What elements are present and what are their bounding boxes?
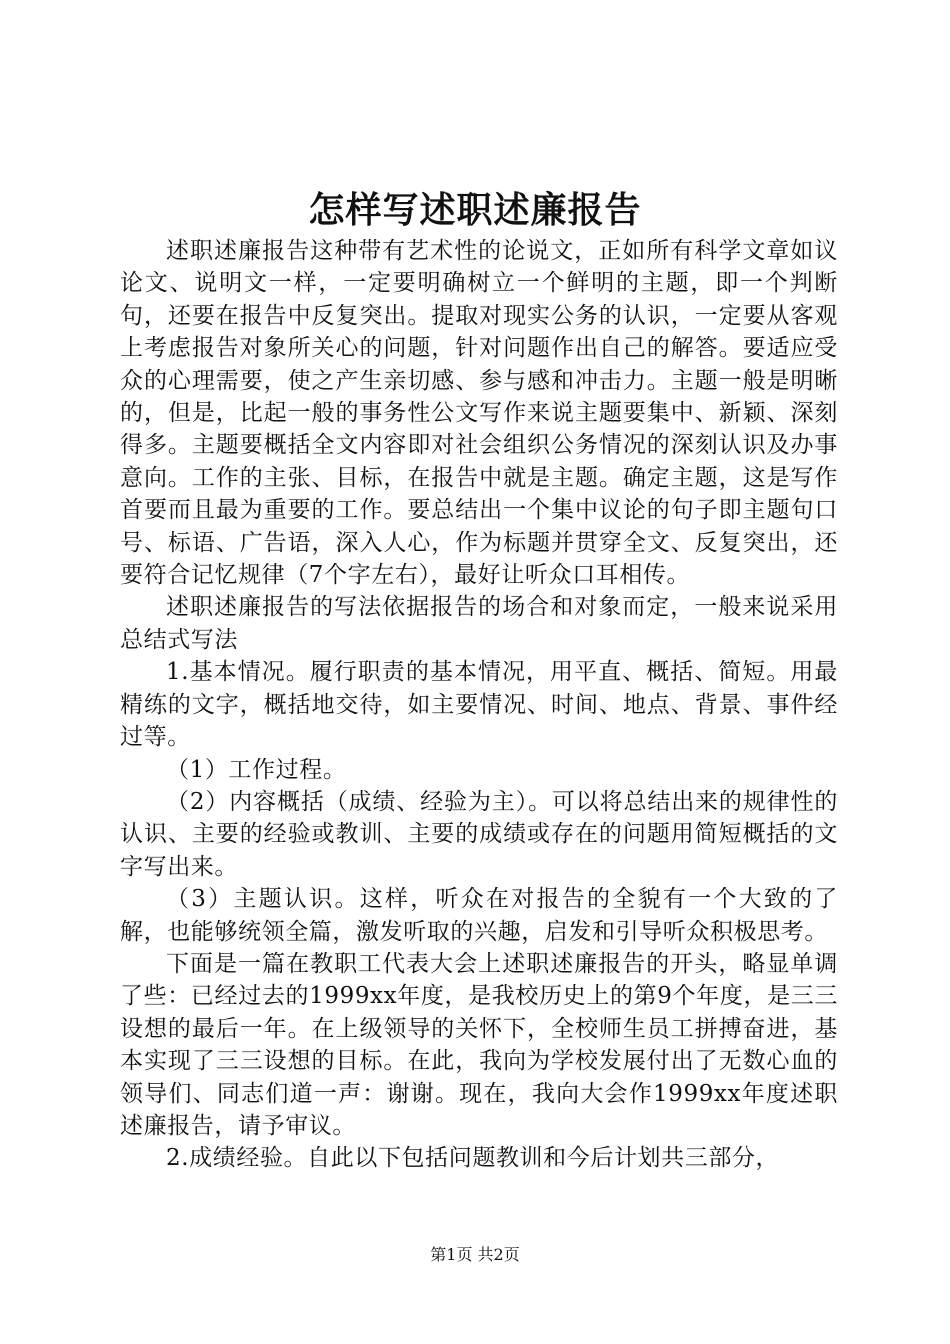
- paragraph: 述职述廉报告这种带有艺术性的论说文，正如所有科学文章如议论文、说明文一样，一定要明确树立一个鲜明的主题，即一个判断句，还要在报告中反复突出。提取对现实公务的认识，一定要从客观上考虑报告对象所关心的问题，针对问题作出自己的解答。要适应受众的心理需要，使之产生亲切感、参与感和冲击力。主题一般是明晰的，但是，比起一般的事务性公文写作来说主题要集中、新颖、深刻得多。主题要概括全文内容即对社会组织公务情况的深刻认识及办事意向。工作的主张、目标，在报告中就是主题。确定主题，这是写作首要而且最为重要的工作。要总结出一个集中议论的句子即主题句口号、标语、广告语，深入人心，作为标题并贯穿全文、反复突出，还要符合记忆规律（7个字左右），最好让听众口耳相传。: [120, 238, 838, 589]
- paragraph: 述职述廉报告的写法依据报告的场合和对象而定，一般来说采用总结式写法: [120, 594, 838, 653]
- paragraph: （1）工作过程。: [166, 756, 347, 783]
- page-footer: 第1页 共2页: [430, 1245, 520, 1264]
- document-body: [120, 235, 838, 1175]
- document-title: 怎样写述职述廉报告: [308, 189, 642, 231]
- paragraph: 2.成绩经验。自此以下包括问题教训和今后计划共三部分，: [166, 1145, 780, 1172]
- paragraph: （2）内容概括（成绩、经验为主）。可以将总结出来的规律性的认识、主要的经验或教训、主要的成绩或存在的问题用简短概括的文字写出来。: [120, 788, 838, 880]
- paragraph: 下面是一篇在教职工代表大会上述职述廉报告的开头，略显单调了些：已经过去的1999xx年度，是我校历史上的第9个年度，是三三设想的最后一年。在上级领导的关怀下，全校师生员工拼搏奋进，基本实现了三三设想的目标。在此，我向为学校发展付出了无数心血的领导们、同志们道一声：谢谢。现在，我向大会作1999xx年度述职述廉报告，请予审议。: [120, 950, 838, 1139]
- paragraph: 1.基本情况。履行职责的基本情况，用平直、概括、简短。用最精练的文字，概括地交待，如主要情况、时间、地点、背景、事件经过等。: [120, 659, 838, 751]
- paragraph: （3）主题认识。这样，听众在对报告的全貌有一个大致的了解，也能够统领全篇，激发听取的兴趣，启发和引导听众积极思考。: [120, 886, 838, 945]
